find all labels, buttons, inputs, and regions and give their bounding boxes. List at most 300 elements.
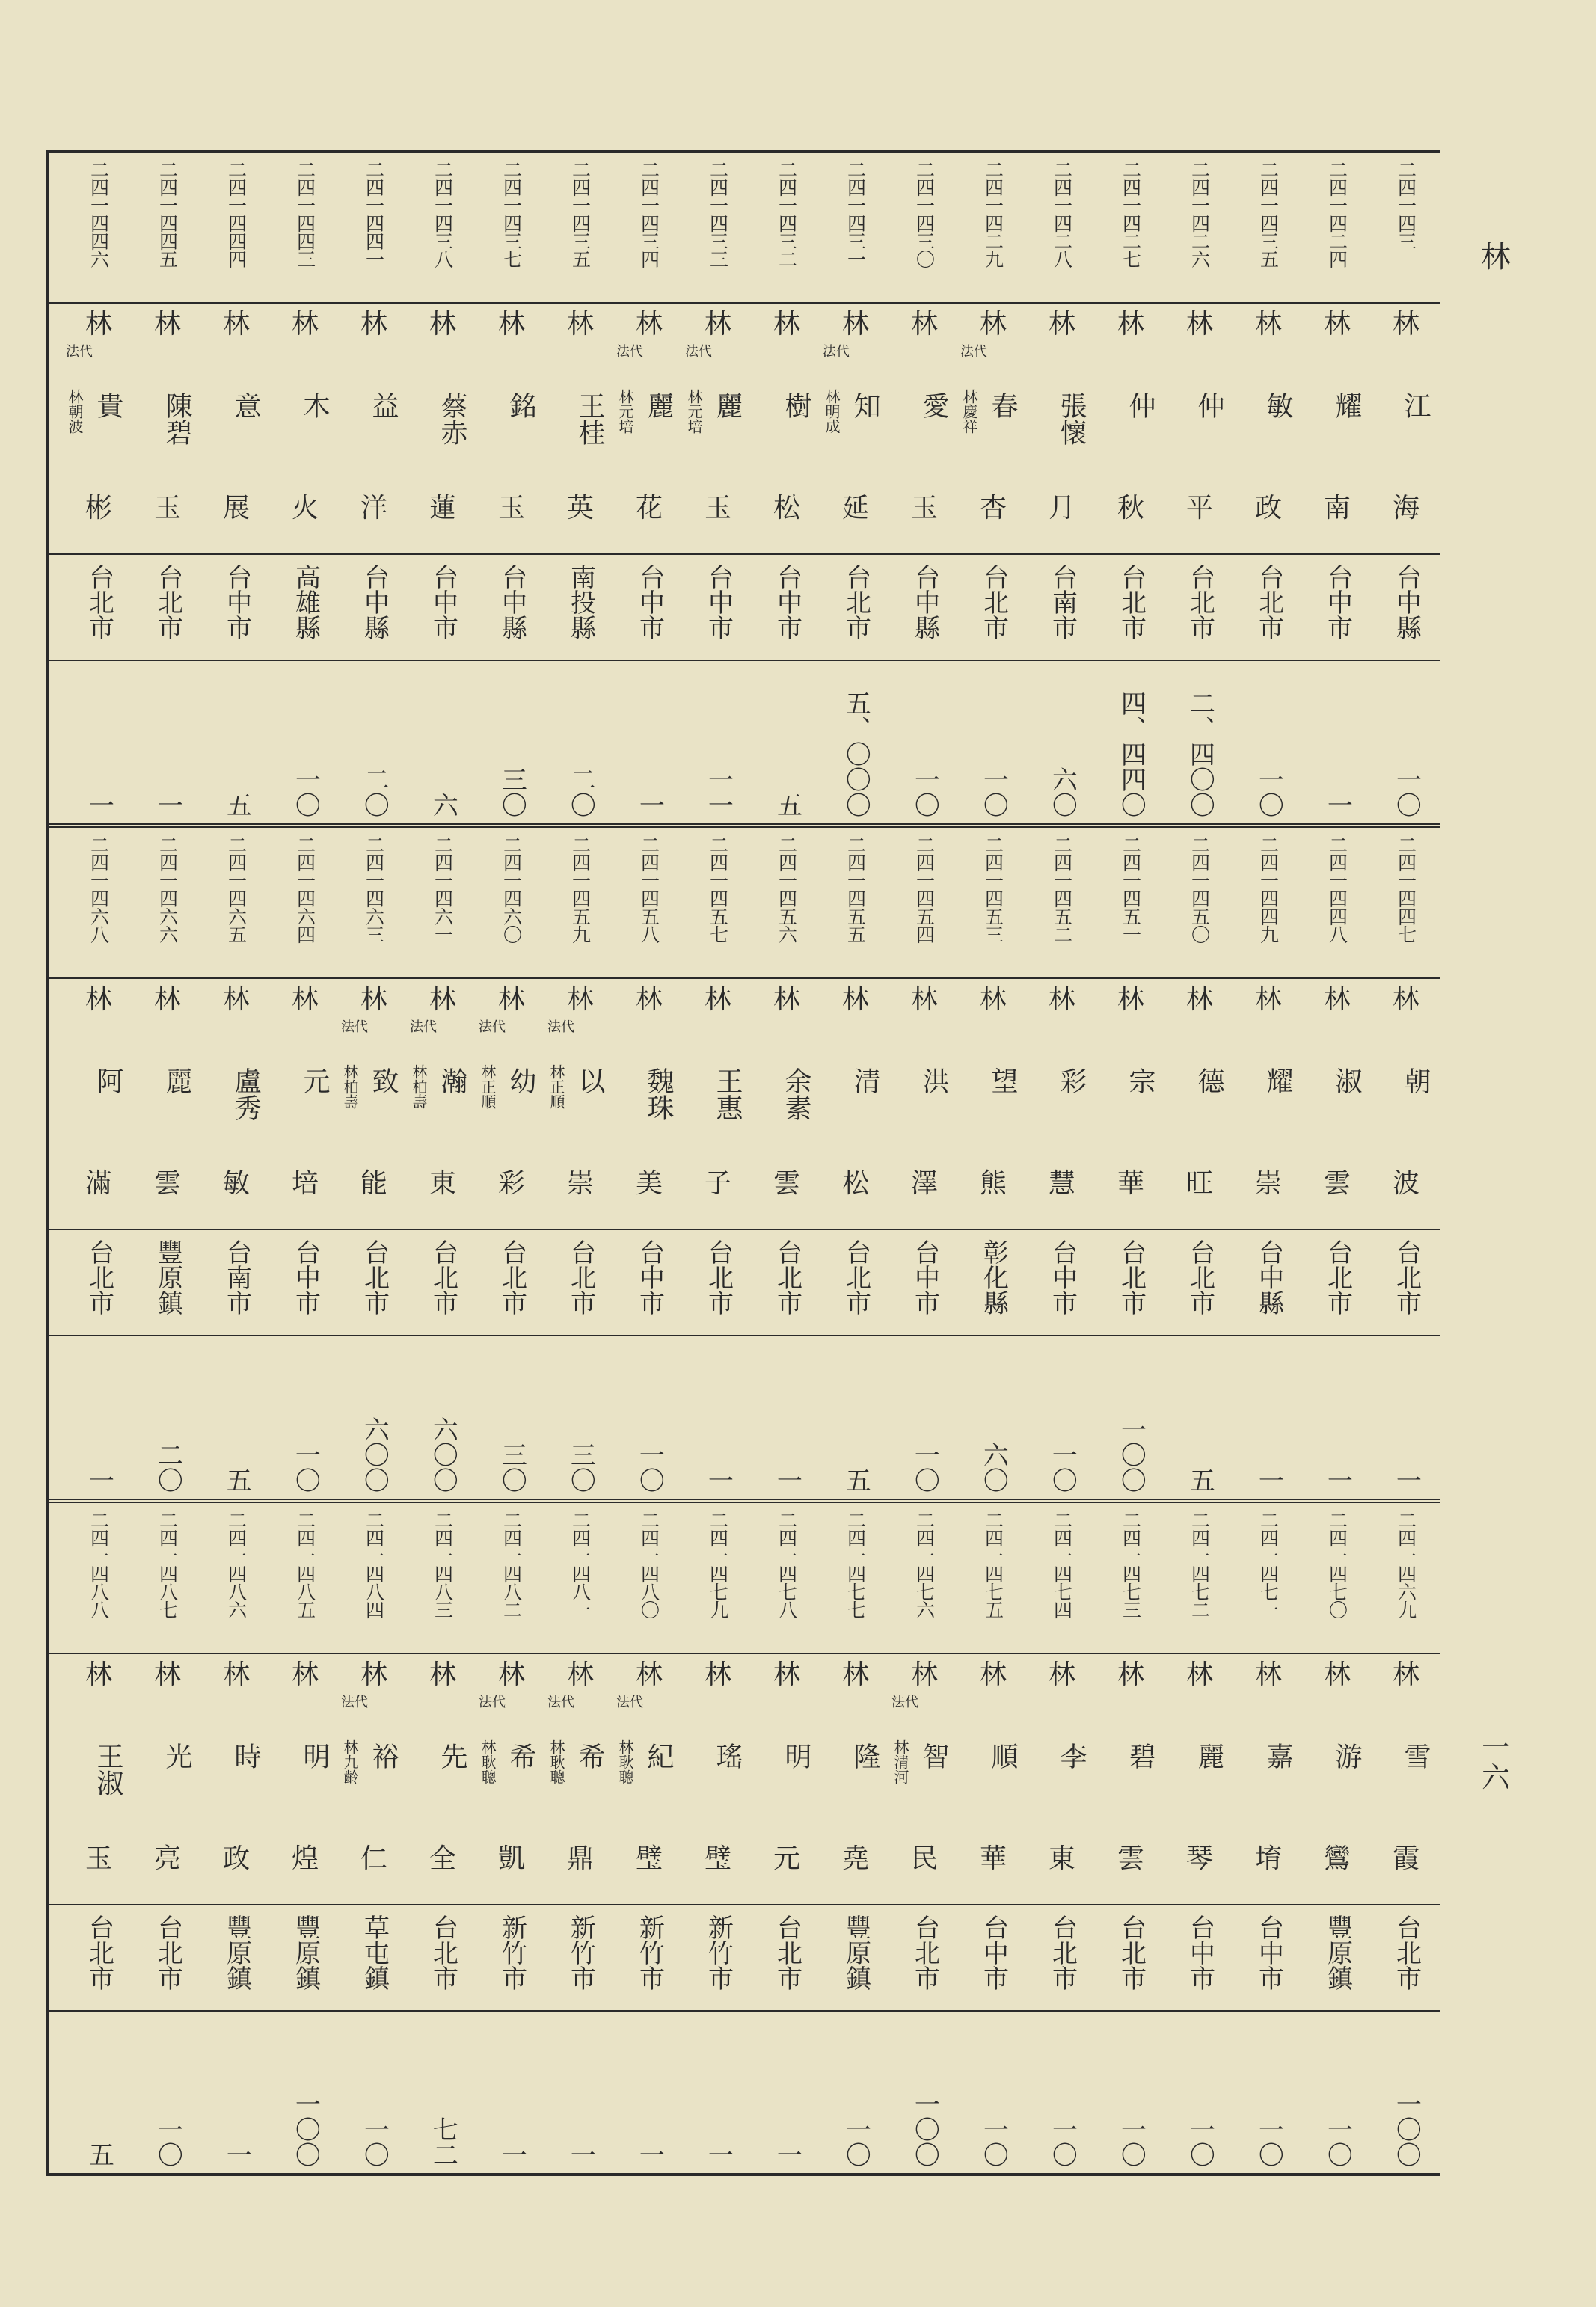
given-name-last: 熊 xyxy=(979,1168,1007,1199)
given-name-last: 霞 xyxy=(1392,1843,1419,1874)
entry-name-cell xyxy=(271,977,340,1229)
legal-rep-name: 林九齡 xyxy=(341,1739,359,1784)
entry-id-cell xyxy=(546,828,615,977)
surname: 林 xyxy=(841,984,869,1015)
entry-name-cell xyxy=(1096,302,1165,553)
entry-amount-cell xyxy=(1303,1333,1372,1499)
given-name-last: 雲 xyxy=(773,1168,800,1199)
entry-place-cell xyxy=(1372,1905,1440,2010)
entry-id-cell xyxy=(615,153,684,302)
entry-name-cell xyxy=(615,1653,684,1904)
entry-id: 二四一四七六 xyxy=(913,1511,936,1618)
entry-id: 二四一四八八 xyxy=(88,1511,110,1618)
entry-id-cell xyxy=(133,153,202,302)
surname: 林 xyxy=(1323,984,1351,1015)
entry-place-cell xyxy=(1303,1230,1372,1335)
entry-amount: 一〇 xyxy=(1185,2116,1215,2167)
entry-place: 台中縣 xyxy=(1253,1239,1284,1315)
entry-amount: 五 xyxy=(1185,1467,1215,1493)
entry-name-cell xyxy=(1165,1653,1234,1904)
given-name: 阿 xyxy=(93,1067,123,1094)
entry-name-cell xyxy=(133,302,202,553)
given-name-last: 蓮 xyxy=(429,493,456,523)
amount-row xyxy=(49,1333,1440,1499)
entry-amount: 一〇 xyxy=(153,2116,183,2167)
entry-id-cell xyxy=(615,828,684,977)
entry-id-cell xyxy=(133,1503,202,1653)
entry-id-cell xyxy=(408,828,477,977)
legal-rep-name: 林元培 xyxy=(616,389,634,434)
entry-amount: 五、〇〇〇 xyxy=(841,690,871,817)
entry-id: 二四一四八七 xyxy=(156,1511,179,1618)
entry-id: 二四一四五〇 xyxy=(1188,835,1211,943)
entry-place-cell xyxy=(546,1230,615,1335)
given-name-last: 松 xyxy=(841,1168,869,1199)
entry-place: 台南市 xyxy=(1047,564,1078,640)
surname: 林 xyxy=(222,1659,250,1690)
given-name: 時 xyxy=(230,1742,261,1769)
entry-name-cell xyxy=(64,977,133,1229)
given-name-last: 玉 xyxy=(910,493,938,523)
entry-amount-cell xyxy=(1096,658,1165,823)
entry-amount-cell xyxy=(615,1333,684,1499)
entry-name-cell xyxy=(64,302,133,553)
surname: 林 xyxy=(291,984,319,1015)
given-name: 明 xyxy=(781,1742,811,1769)
entry-id: 二四一四六八 xyxy=(88,835,110,943)
entry-place-cell xyxy=(133,1905,202,2010)
given-name: 貴 xyxy=(93,392,123,419)
entry-place-cell xyxy=(133,1230,202,1335)
entry-amount: 一〇 xyxy=(290,1442,321,1493)
legal-rep-name: 林正順 xyxy=(547,1064,565,1109)
entry-place: 新竹市 xyxy=(497,1914,527,1991)
surname: 林 xyxy=(704,984,731,1015)
entry-place-cell xyxy=(1096,1230,1165,1335)
entry-name-cell xyxy=(1303,1653,1372,1904)
entry-place-cell xyxy=(64,1905,133,2010)
entry-place-cell xyxy=(546,1905,615,2010)
entry-amount: 一 xyxy=(634,792,665,817)
entry-amount: 五 xyxy=(221,792,252,817)
entry-id: 二四一四五六 xyxy=(776,835,798,943)
entry-id-cell xyxy=(1303,828,1372,977)
legal-rep-name: 林正順 xyxy=(479,1064,497,1109)
entry-name-cell xyxy=(64,1653,133,1904)
entry-place: 台北市 xyxy=(565,1239,596,1315)
entry-place: 台中縣 xyxy=(359,564,390,640)
entry-amount: 一 xyxy=(772,2142,802,2167)
entry-place: 台北市 xyxy=(909,1914,940,1991)
entry-place: 台中市 xyxy=(772,564,802,640)
entry-amount: 一〇 xyxy=(978,767,1009,817)
entry-place: 新竹市 xyxy=(703,1914,734,1991)
entry-amount: 一 xyxy=(703,1467,734,1493)
legal-rep-label: 法代 xyxy=(66,344,93,360)
entry-place-cell xyxy=(1372,1230,1440,1335)
legal-rep-label: 法代 xyxy=(616,344,643,360)
entry-amount-cell xyxy=(408,1333,477,1499)
entry-amount: 一〇 xyxy=(978,2116,1009,2167)
given-name-last: 彬 xyxy=(85,493,112,523)
entry-name-cell xyxy=(340,977,408,1229)
entry-name-cell xyxy=(1372,977,1440,1229)
entry-id: 二四一四四五 xyxy=(156,160,179,268)
entry-place-cell xyxy=(752,1905,821,2010)
given-name-last: 政 xyxy=(222,1843,250,1874)
table-band-3 xyxy=(49,1503,1440,2173)
entry-place-cell xyxy=(1234,1905,1303,2010)
entry-name-cell xyxy=(1165,302,1234,553)
legal-rep-name: 林耿聰 xyxy=(479,1739,497,1784)
entry-id: 二四一四五八 xyxy=(638,835,660,943)
entry-id-cell xyxy=(1096,1503,1165,1653)
entry-amount-cell xyxy=(1028,658,1096,823)
entry-id-cell xyxy=(1234,828,1303,977)
given-name-last: 璧 xyxy=(704,1843,731,1874)
entry-id-cell xyxy=(340,828,408,977)
entry-id: 二四一四三一 xyxy=(844,160,867,268)
entry-id-cell xyxy=(752,828,821,977)
entry-amount: 一〇 xyxy=(290,767,321,817)
entry-amount: 五 xyxy=(221,1467,252,1493)
entry-amount: 一〇 xyxy=(841,2116,871,2167)
entry-id: 二四一四七七 xyxy=(844,1511,867,1618)
entry-place: 台中市 xyxy=(1047,1239,1078,1315)
entry-name-cell xyxy=(1096,1653,1165,1904)
entry-name-cell xyxy=(821,1653,890,1904)
given-name-last: 洋 xyxy=(360,493,387,523)
entry-id-cell xyxy=(202,153,271,302)
entry-id-cell xyxy=(340,1503,408,1653)
amount-row xyxy=(49,2009,1440,2173)
entry-id-cell xyxy=(752,1503,821,1653)
surname: 林 xyxy=(497,984,525,1015)
given-name-last: 崇 xyxy=(566,1168,594,1199)
entry-place: 台北市 xyxy=(84,1239,114,1315)
entry-name-cell xyxy=(477,302,546,553)
entry-place: 台北市 xyxy=(84,564,114,640)
entry-id: 二四一四二九 xyxy=(982,160,1004,268)
given-name: 元 xyxy=(299,1067,330,1094)
entry-place-cell xyxy=(1028,1905,1096,2010)
surname: 林 xyxy=(153,1659,181,1690)
entry-name-cell xyxy=(752,302,821,553)
legal-rep-label: 法代 xyxy=(341,1695,368,1710)
surname: 林 xyxy=(1254,984,1282,1015)
entry-id: 二四一四八六 xyxy=(225,1511,248,1618)
page-header: 林 xyxy=(1481,240,1511,274)
given-name: 嘉 xyxy=(1262,1742,1293,1769)
given-name: 希 xyxy=(506,1742,536,1769)
entry-place: 台中市 xyxy=(1322,564,1353,640)
entry-place-cell xyxy=(684,1230,752,1335)
surname: 林 xyxy=(360,984,387,1015)
entry-place: 豐原鎮 xyxy=(153,1239,183,1315)
entry-place-cell xyxy=(1165,555,1234,660)
surname: 林 xyxy=(635,984,663,1015)
entry-id-cell xyxy=(752,153,821,302)
entry-amount-cell xyxy=(752,1333,821,1499)
entry-id: 二四一四六五 xyxy=(225,835,248,943)
entry-place-cell xyxy=(271,555,340,660)
given-name: 雪 xyxy=(1400,1742,1431,1769)
entry-id: 二四一四四三 xyxy=(294,160,316,268)
entry-id: 二四一四三五 xyxy=(569,160,592,268)
legal-rep-label: 法代 xyxy=(823,344,850,360)
entry-name-cell xyxy=(959,302,1028,553)
entry-place-cell xyxy=(959,555,1028,660)
entry-amount-cell xyxy=(959,1333,1028,1499)
entry-amount-cell xyxy=(615,658,684,823)
entry-id: 二四一四五三 xyxy=(982,835,1004,943)
entry-id-cell xyxy=(408,153,477,302)
entry-amount-cell xyxy=(890,658,959,823)
entry-id: 二四一四七一 xyxy=(1257,1511,1280,1618)
entry-id-cell xyxy=(1372,153,1440,302)
given-name: 仲 xyxy=(1125,392,1155,419)
place-row xyxy=(49,1229,1440,1336)
legal-rep-name: 林清河 xyxy=(891,1739,909,1784)
given-name: 望 xyxy=(987,1067,1018,1094)
given-name-last: 雲 xyxy=(1117,1843,1144,1874)
entry-amount: 六〇 xyxy=(978,1442,1009,1493)
surname: 林 xyxy=(1254,309,1282,340)
given-name: 碧 xyxy=(1125,1742,1155,1769)
given-name: 隆 xyxy=(850,1742,880,1769)
entry-amount-cell xyxy=(890,1333,959,1499)
entry-id-cell xyxy=(890,1503,959,1653)
given-name: 春 xyxy=(987,392,1018,419)
entry-place-cell xyxy=(752,555,821,660)
surname: 林 xyxy=(566,984,594,1015)
entry-amount: 二〇 xyxy=(359,767,390,817)
place-row xyxy=(49,553,1440,661)
given-name: 麗 xyxy=(643,392,674,419)
entry-amount: 一〇 xyxy=(1047,2116,1078,2167)
surname: 林 xyxy=(85,984,112,1015)
entry-amount-cell xyxy=(752,2009,821,2173)
entry-place: 台北市 xyxy=(1391,1239,1422,1315)
entry-amount-cell xyxy=(959,658,1028,823)
entry-place: 台北市 xyxy=(1322,1239,1353,1315)
given-name: 清 xyxy=(850,1067,880,1094)
entry-name-cell xyxy=(408,302,477,553)
entry-name-cell xyxy=(546,977,615,1229)
entry-amount: 一〇 xyxy=(909,1442,940,1493)
entry-amount: 一 xyxy=(1253,1467,1284,1493)
given-name-last: 延 xyxy=(841,493,869,523)
entry-place-cell xyxy=(340,1230,408,1335)
entry-place-cell xyxy=(684,1905,752,2010)
surname: 林 xyxy=(635,309,663,340)
entry-place: 台北市 xyxy=(428,1914,458,1991)
entry-amount-cell xyxy=(684,1333,752,1499)
entry-amount-cell xyxy=(64,658,133,823)
entry-id: 二四一四八一 xyxy=(569,1511,592,1618)
id-row xyxy=(49,153,1440,304)
entry-amount-cell xyxy=(477,658,546,823)
legal-rep-name: 林元培 xyxy=(685,389,703,434)
surname: 林 xyxy=(153,309,181,340)
legal-rep-label: 法代 xyxy=(547,1019,574,1035)
entry-amount-cell xyxy=(64,1333,133,1499)
surname: 林 xyxy=(291,309,319,340)
entry-amount-cell xyxy=(340,1333,408,1499)
entry-amount-cell xyxy=(202,658,271,823)
entry-amount-cell xyxy=(477,1333,546,1499)
entry-amount: 五 xyxy=(772,792,802,817)
entry-amount-cell xyxy=(1234,658,1303,823)
given-name-last: 民 xyxy=(910,1843,938,1874)
entry-amount-cell xyxy=(1165,1333,1234,1499)
table-band-1 xyxy=(49,153,1440,828)
surname: 林 xyxy=(497,309,525,340)
given-name: 敏 xyxy=(1262,392,1293,419)
entry-id-cell xyxy=(1372,828,1440,977)
given-name-last: 全 xyxy=(429,1843,456,1874)
entry-id-cell xyxy=(546,153,615,302)
entry-id: 二四一四二四 xyxy=(1326,160,1348,268)
given-name: 以 xyxy=(574,1067,605,1094)
entry-name-cell xyxy=(546,1653,615,1904)
entry-amount: 三〇 xyxy=(497,1442,527,1493)
entry-amount: 一 xyxy=(1322,792,1353,817)
entry-id-cell xyxy=(1303,1503,1372,1653)
surname: 林 xyxy=(910,309,938,340)
entry-amount-cell xyxy=(271,1333,340,1499)
surname: 林 xyxy=(360,1659,387,1690)
entry-amount-cell xyxy=(1372,1333,1440,1499)
entry-amount-cell xyxy=(1372,2009,1440,2173)
entry-amount-cell xyxy=(546,658,615,823)
given-name-last: 松 xyxy=(773,493,800,523)
given-name-last: 琴 xyxy=(1185,1843,1213,1874)
given-name-last: 彩 xyxy=(497,1168,525,1199)
entry-name-cell xyxy=(752,977,821,1229)
entry-place: 高雄縣 xyxy=(290,564,321,640)
entry-place-cell xyxy=(477,1230,546,1335)
id-row xyxy=(49,828,1440,979)
entry-place-cell xyxy=(821,555,890,660)
entry-id: 二四一四三二 xyxy=(776,160,798,268)
entry-amount-cell xyxy=(202,2009,271,2173)
entry-place: 新竹市 xyxy=(634,1914,665,1991)
given-name-last: 慧 xyxy=(1048,1168,1075,1199)
given-name: 陳碧 xyxy=(162,392,192,446)
given-name: 魏珠 xyxy=(643,1067,674,1121)
given-name: 銘 xyxy=(506,392,536,419)
entry-id: 二四一四八四 xyxy=(363,1511,385,1618)
given-name: 麗 xyxy=(1194,1742,1224,1769)
entry-place: 台中市 xyxy=(978,1914,1009,1991)
entry-id: 二四一四六三 xyxy=(363,835,385,943)
entry-name-cell xyxy=(684,302,752,553)
surname: 林 xyxy=(291,1659,319,1690)
surname: 林 xyxy=(1117,1659,1144,1690)
entry-amount-cell xyxy=(1165,658,1234,823)
given-name: 麗 xyxy=(712,392,743,419)
given-name-last: 波 xyxy=(1392,1168,1419,1199)
entry-amount-cell xyxy=(1303,658,1372,823)
entry-place: 台北市 xyxy=(1185,564,1215,640)
given-name: 順 xyxy=(987,1742,1018,1769)
entry-amount: 一〇 xyxy=(1253,2116,1284,2167)
entry-place: 台北市 xyxy=(1185,1239,1215,1315)
entry-id: 二四一四五九 xyxy=(569,835,592,943)
entry-name-cell xyxy=(271,302,340,553)
given-name-last: 堉 xyxy=(1254,1843,1282,1874)
entry-id-cell xyxy=(546,1503,615,1653)
entry-amount: 二、四〇〇 xyxy=(1185,690,1215,817)
surname: 林 xyxy=(1323,1659,1351,1690)
surname: 林 xyxy=(85,1659,112,1690)
entry-amount: 一〇 xyxy=(909,767,940,817)
surname: 林 xyxy=(841,309,869,340)
entry-place-cell xyxy=(1303,1905,1372,2010)
entry-place: 台中市 xyxy=(634,1239,665,1315)
given-name-last: 展 xyxy=(222,493,250,523)
entry-place-cell xyxy=(202,1905,271,2010)
entry-id: 二四一四三五 xyxy=(1257,160,1280,268)
entry-name-cell xyxy=(1028,302,1096,553)
entry-id: 二四一四三四 xyxy=(638,160,660,268)
given-name: 淑 xyxy=(1331,1067,1362,1094)
table-band-2 xyxy=(49,828,1440,1503)
entry-amount-cell xyxy=(615,2009,684,2173)
legal-rep-name: 林明成 xyxy=(823,389,841,434)
entry-id: 二四一四三七 xyxy=(500,160,523,268)
entry-amount: 六〇〇 xyxy=(428,1416,458,1493)
entry-place-cell xyxy=(1234,555,1303,660)
entry-amount: 一〇〇 xyxy=(290,2091,321,2167)
given-name-last: 花 xyxy=(635,493,663,523)
entry-name-cell xyxy=(1372,1653,1440,1904)
entry-amount: 二〇 xyxy=(153,1442,183,1493)
given-name: 李 xyxy=(1056,1742,1087,1769)
entry-name-cell xyxy=(1303,977,1372,1229)
entry-place: 台北市 xyxy=(153,564,183,640)
entry-name-cell xyxy=(890,1653,959,1904)
given-name: 意 xyxy=(230,392,261,419)
page-number: 一六 xyxy=(1481,1731,1510,1794)
entry-place-cell xyxy=(271,1905,340,2010)
entry-id: 二四一四四九 xyxy=(1257,835,1280,943)
entry-place: 台中市 xyxy=(703,564,734,640)
entry-amount: 一 xyxy=(703,2142,734,2167)
legal-rep-name: 林朝波 xyxy=(66,389,84,434)
given-name-last: 元 xyxy=(773,1843,800,1874)
entry-amount-cell xyxy=(1234,1333,1303,1499)
entry-name-cell xyxy=(684,1653,752,1904)
given-name: 明 xyxy=(299,1742,330,1769)
entry-amount: 六〇 xyxy=(1047,767,1078,817)
entry-name-cell xyxy=(959,1653,1028,1904)
entry-name-cell xyxy=(615,977,684,1229)
entry-amount: 一〇 xyxy=(1391,767,1422,817)
entry-place: 豐原鎮 xyxy=(1322,1914,1353,1991)
entry-amount-cell xyxy=(271,658,340,823)
entry-name-cell xyxy=(959,977,1028,1229)
given-name: 智 xyxy=(918,1742,949,1769)
given-name: 光 xyxy=(162,1742,192,1769)
given-name: 裕 xyxy=(368,1742,399,1769)
given-name-last: 澤 xyxy=(910,1168,938,1199)
given-name-last: 杏 xyxy=(979,493,1007,523)
entry-id-cell xyxy=(821,828,890,977)
entry-place-cell xyxy=(271,1230,340,1335)
entry-name-cell xyxy=(752,1653,821,1904)
